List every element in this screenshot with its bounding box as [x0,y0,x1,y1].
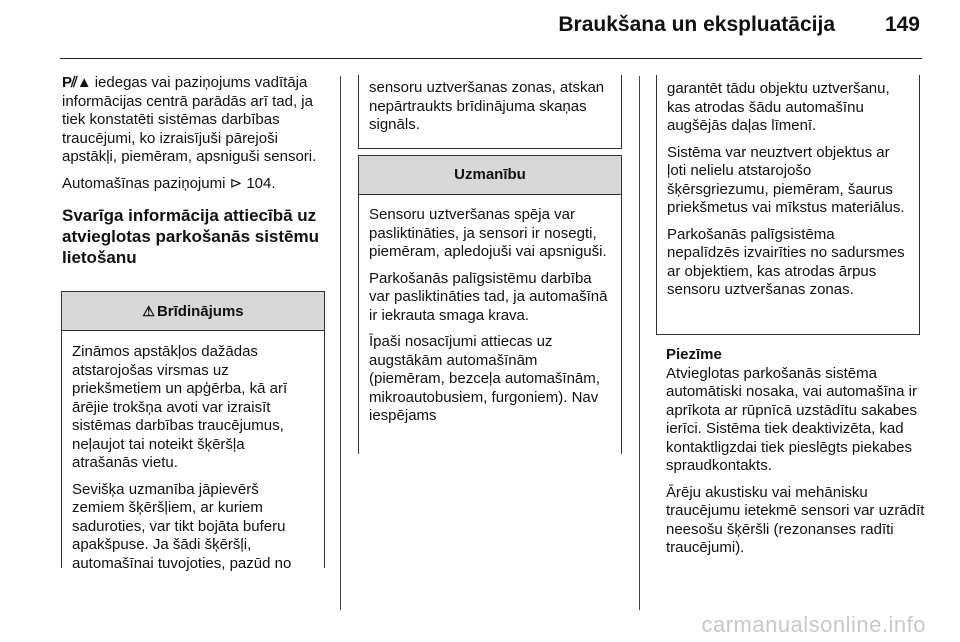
warning-paragraph: Zināmos apstākļos dažādas atstarojošas virsmas uz priekšmetiem un apģērba, kā arī ārējie trokšņa avoti var izraisīt sistēmas darbības traucējumus, neļaujot tai noteikt šķēršļa atrašanās vietu. [72,343,288,471]
caution-paragraph: Īpaši nosacījumi attiecas uz augstākām automašīnām (piemēram, bezceļa automašīnām, mikroautobusiem, furgoniem). Nav iespējams [369,333,600,424]
reference-line [62,175,327,194]
reference-arrow-icon: ⊳ [229,174,243,192]
caution-box-body [359,195,621,426]
warning-box-title: Brīdinājums [156,303,244,320]
continued-caution-body [657,75,919,300]
warning-box-header [62,292,324,331]
warning-triangle-icon: ⚠ [142,303,155,319]
column-divider-left [340,76,341,610]
continued-warning-body [359,75,621,135]
continued-caution-box [656,75,920,335]
caution-box [358,155,622,454]
warning-box-body [62,331,324,573]
note-section [666,346,928,566]
page-header-title: Braukšana un ekspluatācija [558,13,835,36]
column-1 [62,74,327,282]
note-label: Piezīme [666,346,722,363]
caution-paragraph: Sensoru uztveršanas spēja var pasliktināties, ja sensori ir nosegti, piemēram, apledojuši vai apsniguši. [369,206,607,260]
section-heading: Svarīga informācija attiecībā uz atvieglotas parkošanās sistēmu lietošanu [62,206,320,267]
column-divider-right [639,76,640,610]
reference-page[interactable]: 104. [246,174,276,192]
continued-warning-text: sensoru uztveršanas zonas, atskan nepārtraukts brīdinājuma skaņas signāls. [369,79,605,133]
caution-box-header [359,156,621,195]
intro-paragraph [62,74,327,167]
parking-assist-icon: P⫽▲ [62,74,91,91]
warning-box [61,291,325,572]
page-number: 149 [884,13,920,36]
note-paragraph: Atvieglotas parkošanās sistēma automātiski nosaka, vai automašīna ir aprīkota ar rūpnīcā uzstādītu sakabes ierīci. Sistēma tiek deaktivizēta, kad kontaktligzdai tiek pieslēgts piekabes spraudkontakts. [666,364,917,474]
caution-paragraph: Parkošanās palīgsistēmu darbība var pasliktināties tad, ja automašīnā ir iekrauta smaga krava. [369,269,608,324]
watermark: carmanualsonline.info [701,612,926,637]
reference-text: Automašīnas paziņojumi [62,174,226,192]
continued-caution-paragraph: garantēt tādu objektu uztveršanu, kas atrodas šādu automašīnu augšējās daļas līmenī. [667,80,890,134]
continued-caution-paragraph: Parkošanās palīgsistēma nepalīdzēs izvairīties no sadursmes ar objektiem, kas atrodas ārpus sensoru uztveršanas zonas. [667,225,905,298]
caution-box-title: Uzmanību [454,166,526,183]
note-paragraph: Ārēju akustisku vai mehānisku traucējumu ietekmē sensori var uzrādīt neesošu šķēršli (rezonanses radīti traucējumi). [666,483,925,556]
continued-caution-paragraph: Sistēma var neuztvert objektus ar ļoti nelielu atstarojošo šķērsgriezumu, piemēram, šaurus priekšmetus vai mīkstus materiālus. [667,143,905,216]
warning-paragraph: Sevišķa uzmanība jāpievērš zemiem šķēršļiem, ar kuriem saduroties, var tikt bojāta buferu apakšpuse. Ja šādi šķēršļi, automašīnai tuvojoties, pazūd no [72,480,292,572]
intro-text: iedegas vai paziņojums vadītāja informācijas centrā parādās arī tad, ja tiek konstatēti sistēmas darbības traucējumi, ko izraisījuši pārejoši apstākļi, piemēram, apsniguši sensori. [62,74,317,165]
header-rule [60,58,922,59]
continued-warning-box [358,75,622,149]
